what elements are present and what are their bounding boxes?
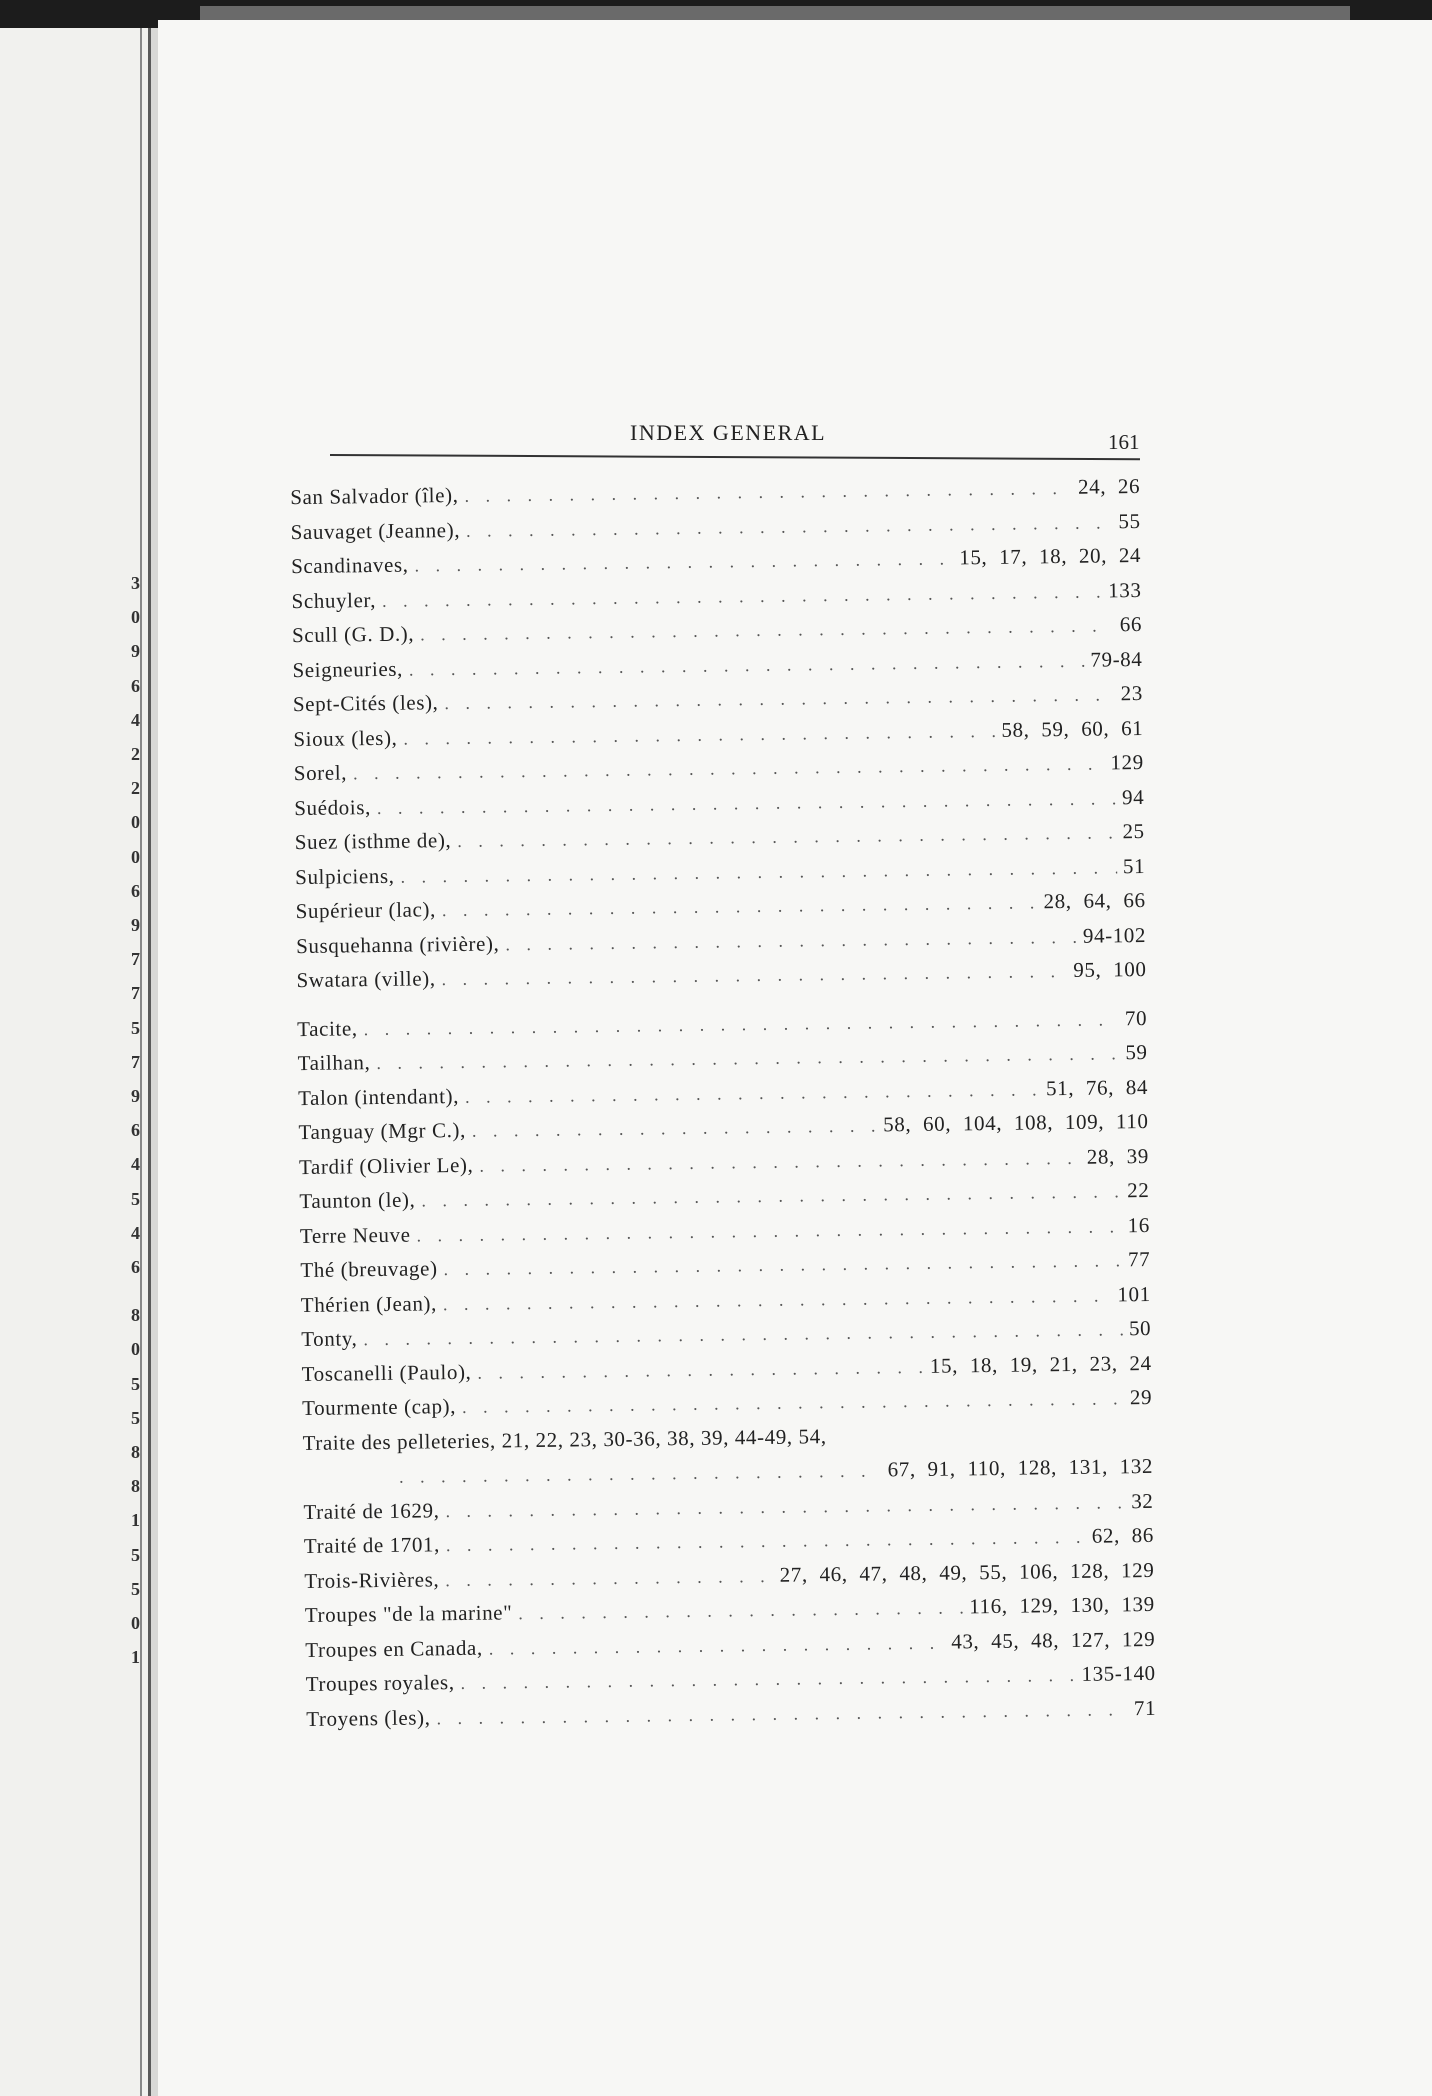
index-term: San Salvador (île), [290, 482, 459, 510]
dot-leader [443, 1250, 1122, 1280]
index-pages: 25 [1122, 818, 1145, 844]
page-title: INDEX GENERAL [630, 420, 827, 445]
index-term: Tailhan, [297, 1050, 371, 1076]
index-pages: 59 [1125, 1039, 1148, 1065]
index-term: Thérien (Jean), [300, 1290, 438, 1317]
index-pages: 22 [1127, 1177, 1150, 1203]
index-pages: 135-140 [1081, 1660, 1156, 1686]
left-page-stub: 0 [131, 846, 140, 867]
index-term: Troupes "de la marine" [304, 1600, 513, 1628]
index-term: Tacite, [297, 1015, 358, 1041]
index-term: Trois-Rivières, [304, 1566, 440, 1593]
left-page-stub: 0 [131, 607, 140, 628]
index-pages: 23 [1120, 680, 1144, 706]
index-pages: 15, 17, 18, 20, 24 [959, 542, 1142, 570]
left-page-stub: 5 [131, 1544, 140, 1565]
index-pages: 28, 64, 66 [1043, 887, 1146, 914]
left-page-stub: 4 [131, 1222, 140, 1243]
dot-leader [376, 1043, 1119, 1074]
dot-leader [364, 1009, 1120, 1040]
dot-leader [489, 1632, 946, 1659]
index-pages: 129 [1110, 749, 1144, 775]
index-term: Swatara (ville), [296, 966, 436, 993]
left-page-stub: 7 [131, 983, 140, 1004]
dot-leader [436, 1699, 1128, 1729]
dot-leader [409, 650, 1085, 680]
left-page-stub: 3 [131, 573, 140, 593]
dot-leader [472, 1115, 878, 1141]
index-pages: 15, 18, 19, 21, 23, 24 [929, 1350, 1152, 1378]
index-pages: 58, 60, 104, 108, 109, 110 [883, 1108, 1149, 1137]
left-page-stub: 5 [131, 1017, 140, 1038]
index-pages: 58, 59, 60, 61 [1001, 715, 1144, 742]
index-term: Traité de 1629, [303, 1497, 440, 1524]
book-spine [140, 28, 142, 2096]
page-number: 161 [1108, 430, 1140, 454]
index-pages: 28, 39 [1086, 1143, 1150, 1169]
index-pages: 71 [1133, 1695, 1157, 1720]
index-pages: 55 [1118, 508, 1141, 533]
left-page-stub: 2 [131, 778, 140, 799]
index-term: Traité de 1701, [303, 1532, 441, 1559]
index-pages: 51 [1122, 853, 1146, 878]
left-page-stub: 9 [131, 641, 140, 662]
index-pages: 116, 129, 130, 139 [969, 1591, 1155, 1619]
dot-leader [464, 478, 1072, 507]
dot-leader [444, 684, 1114, 714]
index-term: Sulpiciens, [295, 863, 395, 889]
dot-leader [465, 1079, 1040, 1108]
left-page-stub: 2 [131, 744, 140, 764]
left-page-stub: 8 [131, 1476, 140, 1497]
index-term: Suez (isthme de), [294, 828, 452, 855]
dot-leader [505, 926, 1077, 954]
dot-leader [441, 961, 1067, 990]
index-pages: 29 [1129, 1384, 1153, 1410]
left-page-stub: 4 [131, 1154, 140, 1175]
index-term: Sioux (les), [293, 725, 398, 751]
dot-leader [445, 1492, 1125, 1522]
index-term: Troupes royales, [305, 1670, 455, 1697]
index-term: Toscanelli (Paulo), [301, 1359, 472, 1386]
index-pages: 77 [1127, 1246, 1151, 1272]
left-page-stub: 9 [131, 1086, 140, 1106]
left-page-stub: 0 [131, 1613, 140, 1633]
index-term: Supérieur (lac), [295, 897, 437, 924]
left-page-stub: 1 [131, 1647, 140, 1668]
dot-leader [377, 788, 1116, 819]
dot-leader [399, 1460, 882, 1487]
index-pages: 94 [1121, 784, 1145, 809]
index-pages: 79-84 [1090, 646, 1143, 672]
left-page-stub: 5 [131, 1188, 140, 1209]
dot-leader [477, 1356, 924, 1383]
index-term: Troupes en Canada, [305, 1635, 483, 1662]
index-pages: 67, 91, 110, 128, 131, 132 [887, 1453, 1154, 1482]
index-term: Suédois, [294, 794, 372, 820]
left-page-stub: 6 [131, 675, 140, 696]
left-page-stub: 9 [131, 915, 140, 935]
left-page-stub: 5 [131, 1407, 140, 1428]
dot-leader [462, 1388, 1124, 1418]
page-header [330, 420, 1160, 470]
left-page-stub: 6 [131, 1120, 140, 1141]
index-term: Traite des pelleteries, 21, 22, 23, 30-36, 38, 39, 44-49, 54, [302, 1423, 827, 1455]
left-page-stub: 5 [131, 1373, 140, 1394]
index-pages: 16 [1127, 1212, 1150, 1237]
dot-leader [445, 1565, 774, 1590]
dot-leader [457, 822, 1116, 852]
left-page-stub: 5 [131, 1578, 140, 1599]
index-term: Talon (intendant), [297, 1083, 460, 1110]
index-pages: 62, 86 [1091, 1522, 1155, 1548]
index-term: Scull (G. D.), [291, 621, 415, 648]
dot-leader [466, 512, 1113, 541]
index-pages: 66 [1119, 611, 1143, 637]
index-pages: 43, 45, 48, 127, 129 [951, 1626, 1156, 1654]
dot-leader [403, 720, 995, 749]
index-term: Troyens (les), [306, 1704, 431, 1731]
dot-leader [382, 581, 1102, 611]
dot-leader [479, 1147, 1081, 1176]
index-term: Scandinaves, [290, 552, 409, 579]
index-term: Thé (breuvage) [300, 1256, 438, 1283]
index-pages: 50 [1128, 1315, 1152, 1341]
dot-leader [363, 1319, 1123, 1350]
index-pages: 51, 76, 84 [1045, 1074, 1149, 1100]
left-page-stub: 7 [131, 1051, 140, 1072]
dot-leader [416, 1216, 1121, 1246]
index-entries [290, 474, 1156, 1741]
left-page-stub: 0 [131, 812, 140, 833]
dot-leader [518, 1597, 963, 1624]
index-pages: 101 [1117, 1281, 1151, 1306]
dot-leader [420, 615, 1114, 645]
dot-leader [400, 857, 1117, 887]
left-page-edge [0, 28, 151, 2096]
index-term: Tardif (Olivier Le), [298, 1152, 474, 1179]
index-term: Terre Neuve [299, 1222, 411, 1248]
dot-leader [353, 753, 1105, 784]
dot-leader [833, 1438, 1147, 1442]
index-term: Sorel, [293, 760, 348, 786]
index-pages: 70 [1124, 1005, 1148, 1030]
left-page-stub: 8 [131, 1305, 140, 1326]
index-term: Taunton (le), [299, 1187, 416, 1214]
index-pages: 32 [1131, 1488, 1154, 1513]
index-term: Susquehanna (rivière), [295, 930, 500, 958]
index-term: Tonty, [301, 1326, 358, 1352]
dot-leader [460, 1665, 1075, 1694]
dot-leader [443, 1285, 1112, 1315]
index-term: Sauvaget (Jeanne), [290, 517, 461, 544]
header-rule [330, 454, 1140, 460]
book-edge [200, 6, 1350, 20]
left-page-stub: 7 [131, 949, 140, 970]
index-pages: 94-102 [1082, 922, 1147, 948]
index-pages: 24, 26 [1077, 474, 1141, 499]
left-page-stub: 6 [131, 1257, 140, 1277]
index-pages: 95, 100 [1073, 956, 1147, 982]
left-page-stub: 4 [131, 709, 140, 730]
dot-leader [414, 548, 953, 576]
index-pages: 133 [1108, 577, 1142, 602]
index-term: Schuyler, [291, 587, 377, 613]
left-page-stub: 1 [131, 1510, 140, 1531]
dot-leader [446, 1527, 1086, 1556]
index-term: Seigneuries, [292, 656, 404, 682]
index-term: Tanguay (Mgr C.), [298, 1117, 467, 1145]
left-page-stub: 6 [131, 880, 140, 901]
index-pages: 27, 46, 47, 48, 49, 55, 106, 128, 129 [779, 1557, 1155, 1587]
left-page-stub: 8 [131, 1442, 140, 1462]
left-page-stub: 0 [131, 1339, 140, 1360]
index-term: Tourmente (cap), [301, 1394, 457, 1421]
dot-leader [421, 1181, 1121, 1211]
dot-leader [442, 892, 1038, 921]
index-term: Sept-Cités (les), [292, 690, 439, 717]
